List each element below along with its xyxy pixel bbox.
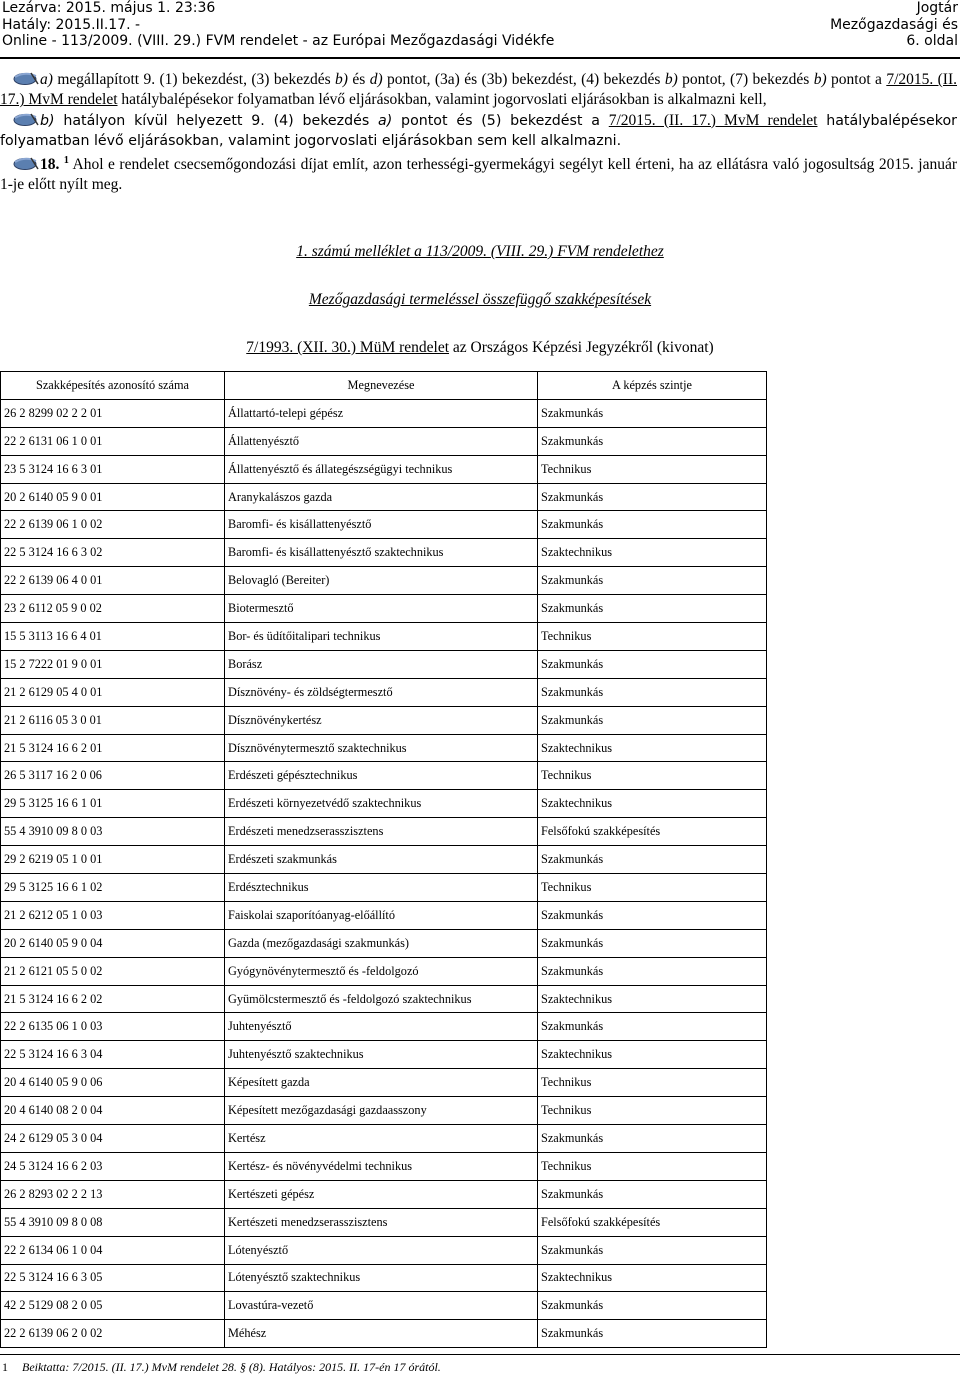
text-run: és — [347, 71, 370, 88]
cell-qualification-name: Gyümölcstermesztő és -feldolgozó szaktechnikus — [225, 985, 538, 1013]
cell-qualification-id: 24 5 3124 16 6 2 03 — [1, 1152, 225, 1180]
cell-qualification-id: 20 4 6140 08 2 0 04 — [1, 1097, 225, 1125]
cell-qualification-name: Biotermesztő — [225, 595, 538, 623]
header-publisher: Jogtár — [916, 0, 958, 16]
subtitle-text: az Országos Képzési Jegyzékről (kivonat) — [449, 339, 714, 356]
cell-qualification-name: Aranykalászos gazda — [225, 483, 538, 511]
cell-training-level: Szakmunkás — [538, 595, 767, 623]
cell-qualification-name: Gyógynövénytermesztő és -feldolgozó — [225, 957, 538, 985]
cell-qualification-id: 22 2 6139 06 1 0 02 — [1, 511, 225, 539]
paragraph-a — [0, 70, 957, 111]
table-header-row — [1, 372, 767, 400]
table-row — [1, 1236, 767, 1264]
header-divider — [0, 57, 960, 59]
cell-qualification-name: Erdészeti gépésztechnikus — [225, 762, 538, 790]
cell-qualification-id: 22 5 3124 16 6 3 04 — [1, 1041, 225, 1069]
cell-qualification-name: Méhész — [225, 1320, 538, 1348]
cell-qualification-name: Erdészeti szakmunkás — [225, 846, 538, 874]
table-row — [1, 1180, 767, 1208]
header-closed-date: Lezárva: 2015. május 1. 23:36 — [2, 0, 216, 16]
text-run: hatálybalépésekor folyamatban lévő eljárásokban, valamint jogorvoslati eljárásokban is alkalmazni kell, — [117, 91, 767, 109]
table-row — [1, 874, 767, 902]
cell-qualification-id: 22 2 6139 06 4 0 01 — [1, 567, 225, 595]
cell-qualification-name: Erdésztechnikus — [225, 874, 538, 902]
cell-qualification-name: Erdészeti környezetvédő szaktechnikus — [225, 790, 538, 818]
cell-qualification-id: 23 2 6112 05 9 0 02 — [1, 595, 225, 623]
footnote-text: Beiktatta: 7/2015. (II. 17.) MvM rendelet 28. § (8). Hatályos: 2015. II. 17-én 17 órától. — [22, 1360, 441, 1374]
text-run: megállapított 9. (1) bekezdést, (3) bekezdés — [52, 71, 336, 88]
table-row — [1, 1292, 767, 1320]
document-body — [0, 70, 957, 196]
text-run: hatálybalépésekor folyamatban lévő eljárásokban, valamint jogorvoslati eljárásokban sem kell alkalmazni. — [0, 112, 957, 149]
annex-title-text[interactable]: Mezőgazdasági termeléssel összefüggő szakképesítések — [308, 291, 652, 308]
cell-qualification-id: 20 4 6140 05 9 0 06 — [1, 1069, 225, 1097]
cell-qualification-id: 22 2 6135 06 1 0 03 — [1, 1013, 225, 1041]
amendment-icon[interactable] — [12, 156, 39, 171]
cell-training-level: Szakmunkás — [538, 1013, 767, 1041]
cell-qualification-id: 22 5 3124 16 6 3 05 — [1, 1264, 225, 1292]
cell-training-level: Szaktechnikus — [538, 985, 767, 1013]
cell-qualification-id: 29 5 3125 16 6 1 01 — [1, 790, 225, 818]
cell-qualification-id: 23 5 3124 16 6 3 01 — [1, 455, 225, 483]
cell-training-level: Szakmunkás — [538, 1236, 767, 1264]
cell-qualification-name: Állattenyésztő és állategészségügyi technikus — [225, 455, 538, 483]
cell-qualification-name: Juhtenyésztő — [225, 1013, 538, 1041]
page-header — [0, 0, 960, 50]
cell-qualification-name: Kertész- és növényvédelmi technikus — [225, 1152, 538, 1180]
cell-qualification-name: Lótenyésztő szaktechnikus — [225, 1264, 538, 1292]
amendment-icon[interactable] — [12, 71, 39, 86]
cell-qualification-name: Dísznövénytermesztő szaktechnikus — [225, 734, 538, 762]
cell-qualification-id: 29 5 3125 16 6 1 02 — [1, 874, 225, 902]
cell-qualification-name: Borász — [225, 650, 538, 678]
table-row — [1, 929, 767, 957]
table-row — [1, 790, 767, 818]
cell-qualification-id: 15 5 3113 16 6 4 01 — [1, 623, 225, 651]
table-row — [1, 1069, 767, 1097]
cell-qualification-name: Baromfi- és kisállattenyésztő szaktechnikus — [225, 539, 538, 567]
header-effective-date: Hatály: 2015.II.17. - — [2, 16, 141, 33]
cell-training-level: Szakmunkás — [538, 427, 767, 455]
text-run: pontot a — [826, 71, 887, 88]
cell-training-level: Technikus — [538, 455, 767, 483]
cell-training-level: Szakmunkás — [538, 678, 767, 706]
cell-qualification-id: 26 5 3117 16 2 0 06 — [1, 762, 225, 790]
point-ref: b) — [664, 71, 678, 88]
cell-training-level: Szakmunkás — [538, 399, 767, 427]
cell-qualification-name: Dísznövény- és zöldségtermesztő — [225, 678, 538, 706]
section-text: Ahol e rendelet csecsemőgondozási díjat említ, azon terhességi-gyermekágyi segélyt kell érteni, ha az ellátásra való jogosultság 2015. január 1-je előtt nyílt meg. — [0, 156, 958, 194]
point-label: a) — [40, 71, 53, 88]
table-row — [1, 985, 767, 1013]
cell-qualification-name: Állattartó-telepi gépész — [225, 399, 538, 427]
section-18 — [0, 151, 957, 196]
table-row — [1, 455, 767, 483]
cell-qualification-name: Kertészeti menedzserasszisztens — [225, 1208, 538, 1236]
cell-qualification-id: 22 2 6134 06 1 0 04 — [1, 1236, 225, 1264]
footnote — [0, 1360, 960, 1375]
cell-qualification-id: 21 2 6129 05 4 0 01 — [1, 678, 225, 706]
cell-qualification-name: Képesített gazda — [225, 1069, 538, 1097]
table-row — [1, 483, 767, 511]
table-row — [1, 1041, 767, 1069]
table-row — [1, 818, 767, 846]
cell-training-level: Technikus — [538, 623, 767, 651]
cell-training-level: Szaktechnikus — [538, 1041, 767, 1069]
cell-training-level: Szakmunkás — [538, 511, 767, 539]
annex-subtitle — [0, 339, 960, 357]
text-run: hatályon kívül helyezett 9. (4) bekezdés — [54, 112, 379, 129]
cell-qualification-name: Lovastúra-vezető — [225, 1292, 538, 1320]
cell-qualification-name: Állattenyésztő — [225, 427, 538, 455]
cell-training-level: Szaktechnikus — [538, 790, 767, 818]
cell-training-level: Technikus — [538, 1097, 767, 1125]
cell-qualification-name: Kertész — [225, 1125, 538, 1153]
cell-training-level: Szakmunkás — [538, 1180, 767, 1208]
cell-training-level: Felsőfokú szakképesítés — [538, 818, 767, 846]
cell-qualification-id: 22 2 6139 06 2 0 02 — [1, 1320, 225, 1348]
cell-qualification-id: 15 2 7222 01 9 0 01 — [1, 650, 225, 678]
table-row — [1, 957, 767, 985]
point-ref: b) — [813, 71, 827, 88]
cell-qualification-name: Gazda (mezőgazdasági szakmunkás) — [225, 929, 538, 957]
cell-qualification-name: Belovagló (Bereiter) — [225, 567, 538, 595]
table-row — [1, 595, 767, 623]
text-run: pontot és (5) bekezdést a — [392, 112, 609, 129]
table-row — [1, 1208, 767, 1236]
cell-qualification-id: 55 4 3910 09 8 0 08 — [1, 1208, 225, 1236]
cell-qualification-id: 24 2 6129 05 3 0 04 — [1, 1125, 225, 1153]
cell-qualification-name: Kertészeti gépész — [225, 1180, 538, 1208]
header-category: Mezőgazdasági és — [830, 16, 958, 33]
column-header-id: Szakképesítés azonosító száma — [1, 372, 225, 400]
cell-qualification-id: 22 5 3124 16 6 3 02 — [1, 539, 225, 567]
point-ref: d) — [369, 71, 383, 88]
table-row — [1, 706, 767, 734]
cell-training-level: Szaktechnikus — [538, 1264, 767, 1292]
cell-qualification-id: 29 2 6219 05 1 0 01 — [1, 846, 225, 874]
cell-training-level: Technikus — [538, 762, 767, 790]
cell-qualification-id: 22 2 6131 06 1 0 01 — [1, 427, 225, 455]
cell-training-level: Technikus — [538, 874, 767, 902]
cell-qualification-name: Bor- és üdítőitalipari technikus — [225, 623, 538, 651]
column-header-name: Megnevezése — [225, 372, 538, 400]
table-body — [1, 399, 767, 1347]
table-row — [1, 846, 767, 874]
text-run: pontot, (3a) és (3b) bekezdést, (4) bekezdés — [382, 71, 665, 88]
cell-qualification-id: 21 2 6212 05 1 0 03 — [1, 901, 225, 929]
cell-qualification-id: 20 2 6140 05 9 0 01 — [1, 483, 225, 511]
qualifications-table — [0, 371, 767, 1348]
cell-qualification-name: Erdészeti menedzserasszisztens — [225, 818, 538, 846]
table-row — [1, 511, 767, 539]
table-row — [1, 567, 767, 595]
table-row — [1, 762, 767, 790]
annex-heading — [0, 243, 960, 261]
table-row — [1, 1013, 767, 1041]
table-row — [1, 427, 767, 455]
amendment-icon[interactable] — [12, 112, 39, 127]
text-run: pontot, (7) bekezdés — [677, 71, 814, 88]
cell-qualification-name: Faiskolai szaporítóanyag-előállító — [225, 901, 538, 929]
cell-qualification-name: Baromfi- és kisállattenyésztő — [225, 511, 538, 539]
table-row — [1, 1097, 767, 1125]
cell-training-level: Szakmunkás — [538, 846, 767, 874]
cell-training-level: Szakmunkás — [538, 1292, 767, 1320]
cell-qualification-id: 20 2 6140 05 9 0 04 — [1, 929, 225, 957]
regulation-link[interactable]: 7/2015. (II. 17.) MvM rendelet — [0, 71, 958, 109]
cell-training-level: Szakmunkás — [538, 483, 767, 511]
cell-qualification-id: 26 2 8299 02 2 2 01 — [1, 399, 225, 427]
header-document-title: Online - 113/2009. (VIII. 29.) FVM rendelet - az Európai Mezőgazdasági Vidékfe — [2, 33, 555, 49]
footnote-ref[interactable]: 1 — [63, 155, 69, 167]
cell-training-level: Szakmunkás — [538, 957, 767, 985]
cell-qualification-id: 26 2 8293 02 2 2 13 — [1, 1180, 225, 1208]
table-row — [1, 678, 767, 706]
cell-training-level: Szakmunkás — [538, 650, 767, 678]
cell-qualification-id: 21 2 6116 05 3 0 01 — [1, 706, 225, 734]
cell-training-level: Technikus — [538, 1152, 767, 1180]
point-ref: a) — [378, 112, 393, 129]
cell-training-level: Szakmunkás — [538, 1320, 767, 1348]
cell-training-level: Szaktechnikus — [538, 734, 767, 762]
column-header-level: A képzés szintje — [538, 372, 767, 400]
paragraph-b — [0, 111, 957, 152]
table-row — [1, 1152, 767, 1180]
point-label: b) — [40, 112, 55, 129]
table-row — [1, 1125, 767, 1153]
cell-training-level: Szakmunkás — [538, 901, 767, 929]
annex-heading-text[interactable]: 1. számú melléklet a 113/2009. (VIII. 29.) FVM rendelethez — [296, 243, 664, 260]
cell-qualification-name: Dísznövénykertész — [225, 706, 538, 734]
table-row — [1, 1264, 767, 1292]
cell-qualification-id: 21 5 3124 16 6 2 01 — [1, 734, 225, 762]
cell-qualification-id: 21 2 6121 05 5 0 02 — [1, 957, 225, 985]
cell-training-level: Felsőfokú szakképesítés — [538, 1208, 767, 1236]
source-regulation-link[interactable]: 7/1993. (XII. 30.) MüM rendelet — [246, 339, 450, 356]
cell-qualification-name: Képesített mezőgazdasági gazdaasszony — [225, 1097, 538, 1125]
table-row — [1, 734, 767, 762]
table-row — [1, 623, 767, 651]
table-row — [1, 539, 767, 567]
annex-title — [0, 291, 960, 309]
cell-training-level: Szakmunkás — [538, 929, 767, 957]
cell-qualification-id: 42 2 5129 08 2 0 05 — [1, 1292, 225, 1320]
header-right — [830, 0, 958, 50]
footnote-number: 1 — [2, 1360, 8, 1374]
cell-qualification-id: 55 4 3910 09 8 0 03 — [1, 818, 225, 846]
point-ref: b) — [335, 71, 348, 88]
cell-training-level: Szakmunkás — [538, 706, 767, 734]
cell-training-level: Szakmunkás — [538, 567, 767, 595]
table-row — [1, 650, 767, 678]
cell-training-level: Szakmunkás — [538, 1125, 767, 1153]
table-row — [1, 399, 767, 427]
footnote-divider — [0, 1354, 960, 1355]
header-left — [2, 0, 554, 50]
cell-qualification-name: Juhtenyésztő szaktechnikus — [225, 1041, 538, 1069]
cell-qualification-id: 21 5 3124 16 6 2 02 — [1, 985, 225, 1013]
regulation-link[interactable]: 7/2015. (II. 17.) MvM rendelet — [608, 111, 818, 129]
cell-qualification-name: Lótenyésztő — [225, 1236, 538, 1264]
table-row — [1, 901, 767, 929]
table-row — [1, 1320, 767, 1348]
section-number: 18. — [40, 156, 60, 174]
cell-training-level: Szaktechnikus — [538, 539, 767, 567]
header-page-number: 6. oldal — [906, 33, 958, 49]
cell-training-level: Technikus — [538, 1069, 767, 1097]
